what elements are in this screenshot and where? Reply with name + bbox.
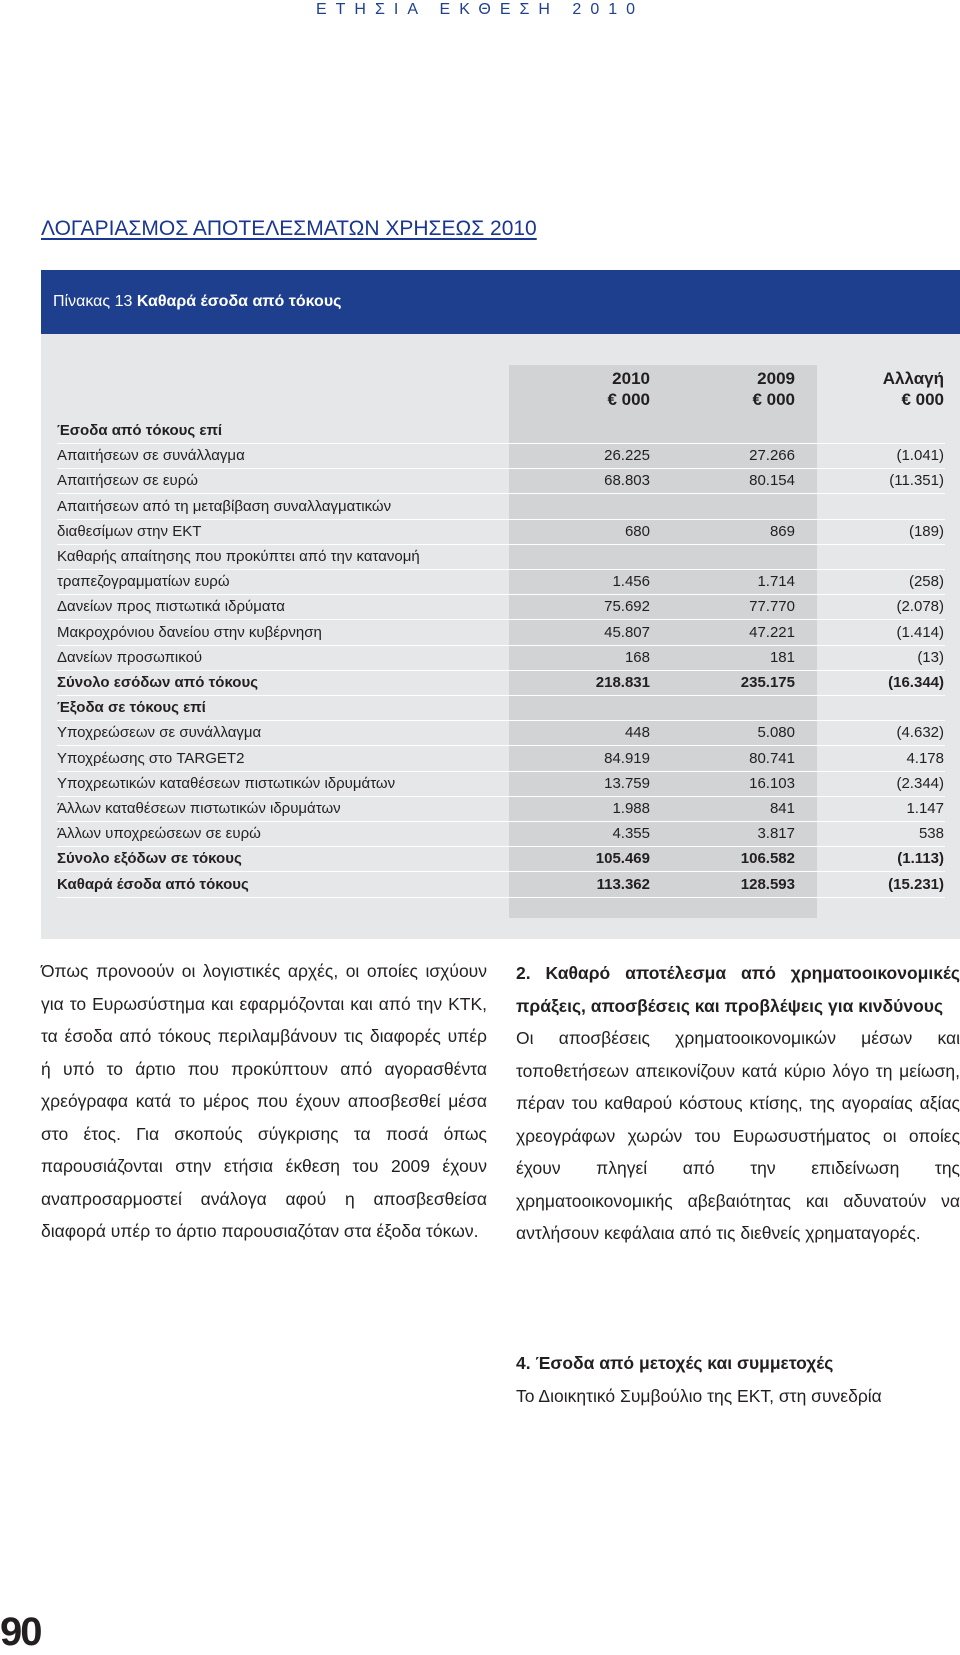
table-row [0, 846, 960, 872]
table-column-headers [0, 368, 960, 412]
table-title-banner [41, 270, 960, 334]
subsection-text-2: Οι αποσβέσεις χρηματοοικονομικών μέσων και τοποθετήσεων απεικονίζουν κατά κύριο λόγο τη μείωση, πέραν του καθαρού κόστους κτίσης, της αγοραίας αξίας χρεογράφων χωρών του Ευρωσυστήματος οι οποίες έχουν πληγεί από την επιδείνωση της χρηματοοικονομικής αβεβαιότητας και αδυνατούν να αντλήσουν κεφάλαια από τις διεθνείς χρηματαγορές. [516, 1028, 960, 1243]
row-value-v3: (189) [908, 523, 944, 540]
row-value-v1: 680 [624, 523, 650, 540]
subsection-heading-4: 4. Έσοδα από μετοχές και συμμετοχές [516, 1353, 834, 1373]
table-row [0, 519, 960, 545]
table-row [0, 594, 960, 620]
row-value-v2: 106.582 [740, 850, 795, 867]
column-header-2009 [675, 368, 795, 410]
row-label: Υποχρεωτικών καταθέσεων πιστωτικών ιδρυμάτων [57, 775, 396, 792]
row-value-v2: 77.770 [749, 598, 795, 615]
row-value-v3: 538 [918, 825, 944, 842]
table-row [0, 746, 960, 772]
row-value-v2: 841 [769, 800, 795, 817]
row-value-v2: 80.154 [749, 472, 795, 489]
row-label: Απαιτήσεων από τη μεταβίβαση συναλλαγματικών [57, 498, 392, 515]
row-label: Δανείων προσωπικού [57, 649, 203, 666]
table-row [0, 468, 960, 494]
row-value-v2: 80.741 [749, 750, 795, 767]
row-value-v3: (1.113) [897, 850, 944, 867]
row-value-v3: 1.147 [906, 800, 944, 817]
row-value-v2: 128.593 [740, 876, 795, 893]
subsection-4 [516, 1347, 960, 1412]
row-value-v2: 181 [769, 649, 795, 666]
table-row [0, 620, 960, 646]
row-value-v3: (13) [917, 649, 944, 666]
row-value-v2: 47.221 [749, 624, 795, 641]
row-value-v1: 448 [624, 724, 650, 741]
row-value-v1: 45.807 [604, 624, 650, 641]
row-value-v1: 4.355 [612, 825, 650, 842]
row-value-v2: 869 [769, 523, 795, 540]
running-header: ΕΤΗΣΙΑ ΕΚΘΕΣΗ 2010 [315, 1, 645, 18]
table-row [0, 695, 960, 721]
column-header-change [824, 368, 944, 410]
row-value-v3: 4.178 [906, 750, 944, 767]
row-label: Απαιτήσεων σε ευρώ [57, 472, 198, 489]
row-label: Απαιτήσεων σε συνάλλαγμα [57, 447, 245, 464]
row-label: Έσοδα από τόκους επί [57, 422, 223, 439]
row-value-v2: 1.714 [757, 573, 795, 590]
row-value-v3: (258) [908, 573, 944, 590]
row-value-v1: 113.362 [596, 876, 650, 893]
row-label: Δανείων προς πιστωτικά ιδρύματα [57, 598, 285, 615]
row-label: Υποχρέωσης στο TARGET2 [57, 750, 245, 767]
row-label: Καθαρά έσοδα από τόκους [57, 876, 249, 893]
table-row [0, 670, 960, 696]
row-value-v2: 5.080 [757, 724, 795, 741]
row-divider [57, 897, 945, 898]
row-label: διαθεσίμων στην ΕΚΤ [57, 523, 202, 540]
table-row [0, 494, 960, 520]
table-row [0, 821, 960, 847]
table-row [0, 645, 960, 671]
table-row [0, 443, 960, 469]
row-value-v3: (2.078) [896, 598, 944, 615]
table-row [0, 872, 960, 898]
row-value-v1: 26.225 [604, 447, 650, 464]
table-row [0, 569, 960, 595]
row-label: Σύνολο εξόδων σε τόκους [57, 850, 242, 867]
page-number: 90 [0, 1610, 41, 1654]
column-unit: € 000 [901, 390, 944, 409]
column-year: Αλλαγή [882, 369, 944, 388]
row-value-v2: 235.175 [740, 674, 795, 691]
table-row [0, 720, 960, 746]
row-label: Καθαρής απαίτησης που προκύπτει από την κατανομή [57, 548, 420, 565]
row-value-v1: 1.988 [612, 800, 650, 817]
column-year: 2010 [612, 369, 650, 388]
row-value-v1: 1.456 [612, 573, 650, 590]
row-value-v2: 27.266 [749, 447, 795, 464]
table-title: Καθαρά έσοδα από τόκους [136, 293, 342, 310]
row-value-v3: (1.414) [896, 624, 944, 641]
row-value-v1: 84.919 [604, 750, 650, 767]
row-label: Σύνολο εσόδων από τόκους [57, 674, 258, 691]
table-row [0, 418, 960, 444]
row-value-v1: 168 [624, 649, 650, 666]
row-value-v1: 218.831 [595, 674, 650, 691]
table-row [0, 771, 960, 797]
row-value-v1: 105.469 [595, 850, 650, 867]
left-column-paragraph [41, 955, 487, 1248]
column-unit: € 000 [607, 390, 650, 409]
subsection-heading-2: 2. Καθαρό αποτέλεσμα από χρηματοοικονομικές πράξεις, αποσβέσεις και προβλέψεις για κινδύνους [516, 963, 960, 1016]
row-value-v1: 13.759 [604, 775, 650, 792]
table-row [0, 796, 960, 822]
row-label: τραπεζογραμματίων ευρώ [57, 573, 230, 590]
row-label: Μακροχρόνιου δανείου στην κυβέρνηση [57, 624, 322, 641]
subsection-text-4: Το Διοικητικό Συμβούλιο της ΕΚΤ, στη συνεδρία [516, 1385, 882, 1406]
row-label: Υποχρεώσεων σε συνάλλαγμα [57, 724, 262, 741]
row-value-v1: 75.692 [604, 598, 650, 615]
row-value-v3: (1.041) [896, 447, 944, 464]
section-title: ΛΟΓΑΡΙΑΣΜΟΣ ΑΠΟΤΕΛΕΣΜΑΤΩΝ ΧΡΗΣΕΩΣ 2010 [41, 217, 537, 240]
row-value-v2: 16.103 [749, 775, 795, 792]
right-column-section [516, 957, 960, 1250]
row-label: Έξοδα σε τόκους επί [57, 699, 206, 716]
column-header-2010 [530, 368, 650, 410]
column-year: 2009 [757, 369, 795, 388]
row-label: Άλλων καταθέσεων πιστωτικών ιδρυμάτων [57, 800, 341, 817]
row-value-v3: (16.344) [888, 674, 944, 691]
row-value-v3: (11.351) [889, 472, 944, 489]
paragraph-text: Όπως προνοούν οι λογιστικές αρχές, οι οποίες ισχύουν για το Ευρωσύστημα και εφαρμόζονται και από την ΚΤΚ, τα έσοδα από τόκους περιλαμβάνουν τις διαφορές υπέρ ή υπό το άρτιο που προκύπτουν από αγορασθέντα χρεόγραφα κατά το μέρος που έχουν αποσβεσθεί μέσα στο έτος. Για σκοπούς σύγκρισης τα ποσά όπως παρουσιάζονται στην ετήσια έκθεση του 2009 έχουν αναπροσαρμοστεί ανάλογα αφού η αποσβεσθείσα διαφορά υπέρ το άρτιο παρουσιαζόταν στα έξοδα τόκων. [41, 961, 487, 1241]
row-value-v3: (2.344) [896, 775, 944, 792]
row-value-v1: 68.803 [604, 472, 650, 489]
row-value-v3: (15.231) [888, 876, 944, 893]
table-row [0, 544, 960, 570]
table-label: Πίνακας 13 [53, 293, 133, 310]
row-value-v2: 3.817 [757, 825, 795, 842]
row-value-v3: (4.632) [896, 724, 944, 741]
column-unit: € 000 [752, 390, 795, 409]
row-label: Άλλων υποχρεώσεων σε ευρώ [57, 825, 261, 842]
